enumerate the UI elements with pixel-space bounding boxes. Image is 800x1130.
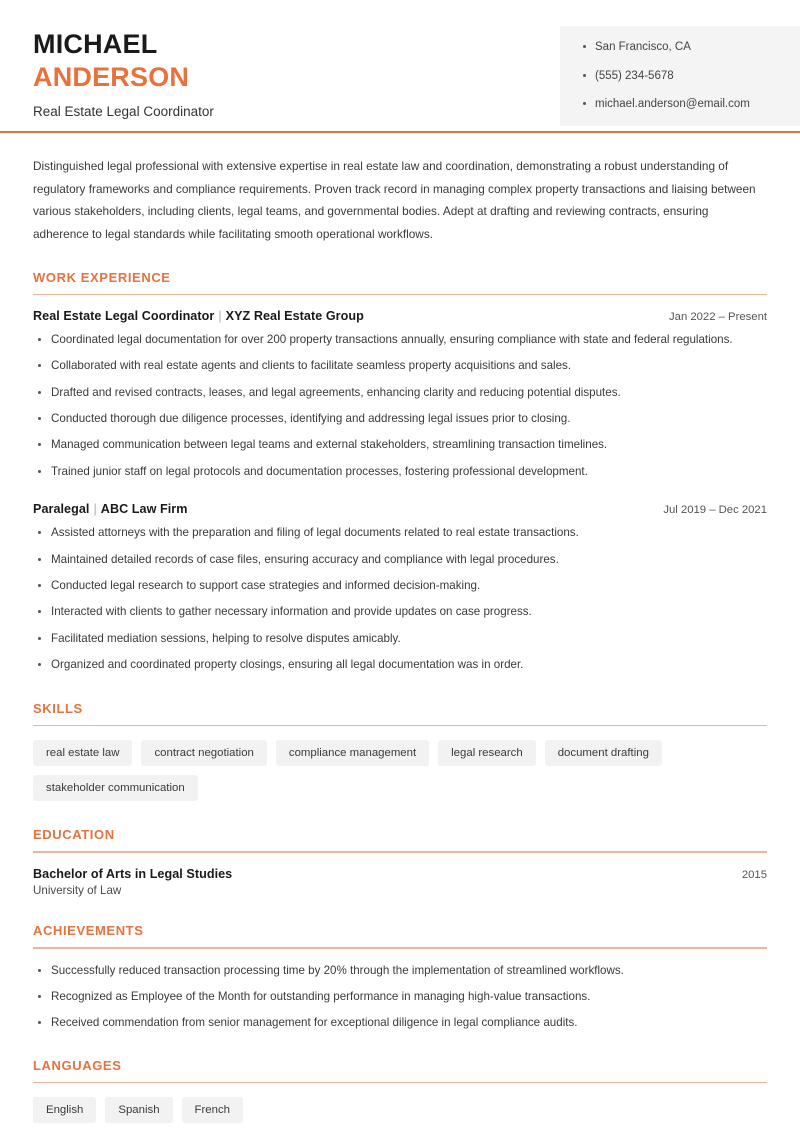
skill-pill: stakeholder communication [33,775,198,801]
skills-pill-list [33,740,767,801]
experience-company: ABC Law Firm [100,502,188,517]
list-item: Facilitated mediation sessions, helping to resolve disputes amicably. [33,631,767,648]
skill-pill: compliance management [276,740,429,766]
experience-entry-head [33,309,767,323]
experience-entry-head [33,502,767,516]
contact-email[interactable]: michael.anderson@email.com [582,96,800,113]
experience-entry [33,309,767,480]
resume-body [0,133,800,1123]
section-title-education: EDUCATION [33,827,115,843]
section-divider [33,1082,767,1084]
list-item: Assisted attorneys with the preparation and filing of legal documents related to real estate transactions. [33,525,767,542]
education-year: 2015 [741,868,767,881]
resume-header [0,0,800,131]
list-item: Interacted with clients to gather necessary information and provide updates on case progress. [33,604,767,621]
section-divider [33,947,767,949]
first-name: MICHAEL [33,29,158,59]
section-title-skills: SKILLS [33,700,83,716]
title-separator: | [93,502,97,517]
experience-date: Jan 2022 – Present [669,311,767,324]
education-entry [33,867,767,897]
skill-pill: contract negotiation [141,740,266,766]
list-item: Organized and coordinated property closings, ensuring all legal documentation was in order. [33,657,767,674]
experience-role: Paralegal [33,502,90,517]
list-item: Conducted legal research to support case strategies and informed decision-making. [33,578,767,595]
section-achievements [33,923,767,1032]
contact-info-box [560,26,800,126]
experience-title-line [33,502,187,516]
section-work-experience [33,270,767,674]
education-school: University of Law [33,883,122,897]
section-title-work-experience: WORK EXPERIENCE [33,269,171,285]
title-separator: | [218,309,222,324]
language-pill: English [33,1097,96,1123]
section-divider [33,851,767,853]
experience-entry [33,502,767,673]
list-item: Received commendation from senior management for exceptional diligence in legal compliance audits. [33,1015,767,1032]
skill-pill: real estate law [33,740,132,766]
experience-date: Jul 2019 – Dec 2021 [663,504,767,517]
list-item: Collaborated with real estate agents and clients to facilitate seamless property acquisitions and sales. [33,358,767,375]
experience-title-line [33,309,364,323]
list-item: Conducted thorough due diligence processes, identifying and addressing legal issues prior to closing. [33,411,767,428]
language-pill: Spanish [105,1097,172,1123]
list-item: Drafted and revised contracts, leases, and legal agreements, enhancing clarity and reducing potential disputes. [33,385,767,402]
section-languages [33,1058,767,1124]
education-entry-head [33,867,767,881]
list-item: Trained junior staff on legal protocols and documentation processes, fostering professional development. [33,464,767,481]
languages-pill-list [33,1097,767,1123]
experience-company: XYZ Real Estate Group [225,309,364,324]
list-item: Coordinated legal documentation for over 200 property transactions annually, ensuring compliance with state and federal regulations. [33,332,767,349]
section-title-achievements: ACHIEVEMENTS [33,922,144,938]
experience-role: Real Estate Legal Coordinator [33,309,215,324]
list-item: Maintained detailed records of case files, ensuring accuracy and compliance with legal procedures. [33,552,767,569]
section-divider [33,725,767,727]
contact-location[interactable]: San Francisco, CA [582,39,800,56]
skill-pill: legal research [438,740,536,766]
education-degree: Bachelor of Arts in Legal Studies [33,866,233,881]
achievements-bullet-list [33,963,767,1032]
section-divider [33,294,767,296]
experience-bullet-list [33,332,767,480]
identity-block [0,26,214,119]
list-item: Recognized as Employee of the Month for outstanding performance in managing high-value transactions. [33,989,767,1006]
contact-phone[interactable]: (555) 234-5678 [582,68,800,85]
last-name: ANDERSON [33,61,190,92]
list-item: Successfully reduced transaction processing time by 20% through the implementation of streamlined workflows. [33,963,767,980]
professional-summary: Distinguished legal professional with extensive expertise in real estate law and coordination, demonstrating a robust understanding of regulatory frameworks and compliance requirements. Proven track record in managing complex property transactions and liaising between various stakeholders, including clients, legal teams, and governmental bodies. Adept at drafting and reviewing contracts, ensuring adherence to legal standards while facilitating smooth operational workflows. [33,159,756,241]
section-skills [33,701,767,802]
section-title-languages: LANGUAGES [33,1057,122,1073]
skill-pill: document drafting [545,740,662,766]
section-education [33,827,767,897]
experience-bullet-list [33,525,767,673]
language-pill: French [182,1097,243,1123]
headline-job-title: Real Estate Legal Coordinator [33,103,214,119]
full-name [33,28,214,94]
list-item: Managed communication between legal teams and external stakeholders, streamlining transaction timelines. [33,437,767,454]
